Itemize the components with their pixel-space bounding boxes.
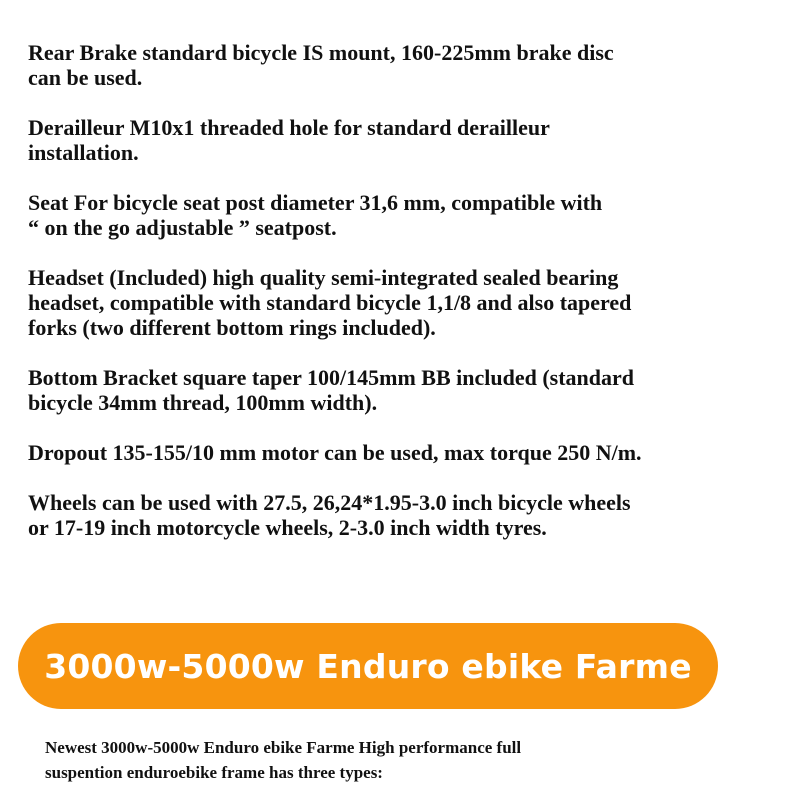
spec-headset: Headset (Included) high quality semi-integrated sealed bearing headset, compatible with standard bicycle 1,1/8 and also tapered forks (two different bottom rings included). bbox=[28, 265, 632, 340]
spec-seat: Seat For bicycle seat post diameter 31,6 mm, compatible with “ on the go adjustable ” seatpost. bbox=[28, 190, 603, 240]
spec-rear-brake: Rear Brake standard bicycle IS mount, 160-225mm brake disc can be used. bbox=[28, 40, 614, 90]
spec-dropout: Dropout 135-155/10 mm motor can be used, max torque 250 N/m. bbox=[28, 440, 642, 465]
spec-bottom-bracket: Bottom Bracket square taper 100/145mm BB included (standard bicycle 34mm thread, 100mm width). bbox=[28, 365, 635, 415]
spec-list bbox=[28, 40, 788, 565]
spec-derailleur: Derailleur M10x1 threaded hole for standard derailleur installation. bbox=[28, 115, 550, 165]
title-banner bbox=[18, 623, 718, 709]
intro-text: Newest 3000w-5000w Enduro ebike Farme High performance full suspention enduroebike frame has three types: bbox=[45, 738, 522, 782]
spec-wheels: Wheels can be used with 27.5, 26,24*1.95-3.0 inch bicycle wheels or 17-19 inch motorcycle wheels, 2-3.0 inch width tyres. bbox=[28, 490, 631, 540]
banner-title: 3000w-5000w Enduro ebike Farme bbox=[44, 646, 692, 686]
